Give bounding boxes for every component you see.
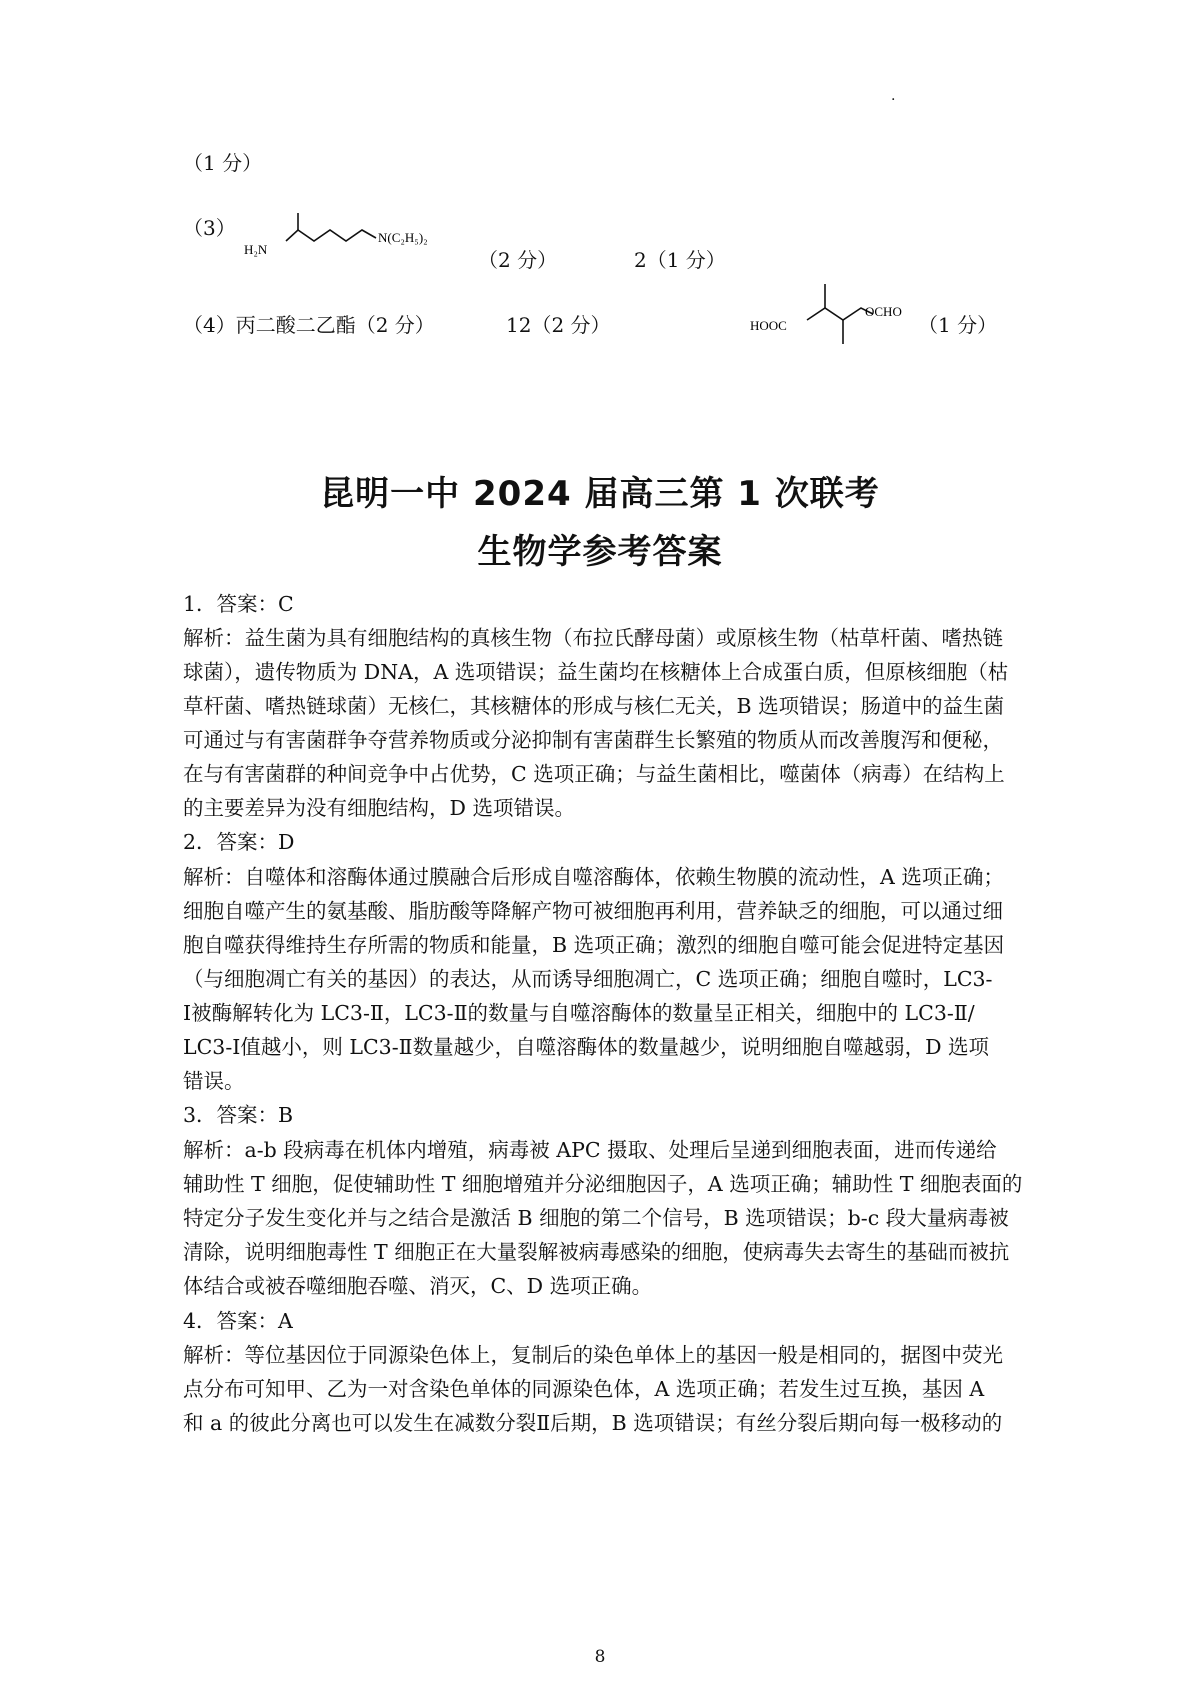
score-line-1: （1 分） — [183, 151, 263, 175]
answer-1-analysis-line: 球菌），遗传物质为 DNA，A 选项错误；益生菌均在核糖体上合成蛋白质，但原核细胞（枯 — [183, 660, 1009, 684]
answer-2-heading: 2．答案：D — [183, 830, 295, 854]
answer-4-analysis-line: 和 a 的彼此分离也可以发生在减数分裂Ⅱ后期，B 选项错误；有丝分裂后期向每一极移动的 — [183, 1411, 1003, 1435]
answer-1-analysis-line: 草杆菌、嗜热链球菌）无核仁，其核糖体的形成与核仁无关，B 选项错误；肠道中的益生菌 — [183, 694, 1005, 718]
q4-answer-2: 12（2 分） — [506, 313, 611, 337]
answer-1-heading: 1．答案：C — [183, 592, 294, 616]
page-number: 8 — [594, 1647, 606, 1667]
answer-2-analysis-line: 胞自噬获得维持生存所需的物质和能量，B 选项正确；激烈的细胞自噬可能会促进特定基因 — [183, 933, 1005, 957]
answer-4-analysis-line: 解析：等位基因位于同源染色体上，复制后的染色单体上的基因一般是相同的，据图中荧光 — [183, 1343, 1003, 1367]
q4-molecule-ocho: OCHO — [865, 304, 902, 319]
answer-3-analysis-line: 解析：a-b 段病毒在机体内增殖，病毒被 APC 摄取、处理后呈递到细胞表面，进而传递给 — [183, 1138, 997, 1162]
q4-molecule-structure — [745, 272, 935, 362]
stray-dot: . — [891, 88, 896, 104]
q3-molecule-nh2: H₂N — [244, 242, 268, 257]
q4-score-3: （1 分） — [918, 313, 998, 337]
q3-molecule-structure — [238, 210, 468, 270]
answer-3-analysis-line: 清除，说明细胞毒性 T 细胞正在大量裂解被病毒感染的细胞，使病毒失去寄生的基础而被抗 — [183, 1240, 1010, 1264]
answer-4-heading: 4．答案：A — [183, 1309, 293, 1333]
q4-answer-1: （4）丙二酸二乙酯（2 分） — [183, 313, 435, 337]
q4-molecule-cooh: HOOC — [750, 318, 787, 333]
q4-molecule-chain — [807, 308, 873, 320]
answer-3-analysis-line: 体结合或被吞噬细胞吞噬、消灭，C、D 选项正确。 — [183, 1274, 653, 1298]
document-subtitle: 生物学参考答案 — [477, 532, 723, 572]
answer-1-analysis-line: 在与有害菌群的种间竞争中占优势，C 选项正确；与益生菌相比，噬菌体（病毒）在结构上 — [183, 762, 1005, 786]
q3-label: （3） — [183, 216, 236, 240]
document-title: 昆明一中 2024 届高三第 1 次联考 — [320, 474, 880, 514]
answer-4-analysis-line: 点分布可知甲、乙为一对含染色单体的同源染色体，A 选项正确；若发生过互换，基因 A — [183, 1377, 985, 1401]
q3-answer-2: 2（1 分） — [634, 248, 726, 272]
answer-1-analysis-line: 的主要差异为没有细胞结构，D 选项错误。 — [183, 796, 575, 820]
answer-2-analysis-line: （与细胞凋亡有关的基因）的表达，从而诱导细胞凋亡，C 选项正确；细胞自噬时，LC3- — [183, 967, 993, 991]
q3-score-1: （2 分） — [478, 248, 558, 272]
answer-2-analysis-line: Ⅰ被酶解转化为 LC3-Ⅱ，LC3-Ⅱ的数量与自噬溶酶体的数量呈正相关，细胞中的 LC3-Ⅱ/ — [183, 1001, 975, 1025]
answer-2-analysis-line: LC3-Ⅰ值越小，则 LC3-Ⅱ数量越少，自噬溶酶体的数量越少，说明细胞自噬越弱，D 选项 — [183, 1035, 990, 1059]
answer-2-analysis-line: 细胞自噬产生的氨基酸、脂肪酸等降解产物可被细胞再利用，营养缺乏的细胞，可以通过细 — [183, 899, 1003, 923]
answer-3-analysis-line: 特定分子发生变化并与之结合是激活 B 细胞的第二个信号，B 选项错误；b-c 段大量病毒被 — [183, 1206, 1009, 1230]
q3-molecule-chain — [286, 230, 376, 241]
answer-1-analysis-line: 解析：益生菌为具有细胞结构的真核生物（布拉氏酵母菌）或原核生物（枯草杆菌、嗜热链 — [183, 626, 1003, 650]
answer-1-analysis-line: 可通过与有害菌群争夺营养物质或分泌抑制有害菌群生长繁殖的物质从而改善腹泻和便秘， — [183, 728, 1003, 752]
answer-3-analysis-line: 辅助性 T 细胞，促使辅助性 T 细胞增殖并分泌细胞因子，A 选项正确；辅助性 T 细胞表面的 — [183, 1172, 1023, 1196]
answer-2-analysis-line: 错误。 — [183, 1069, 245, 1093]
answer-2-analysis-line: 解析：自噬体和溶酶体通过膜融合后形成自噬溶酶体，依赖生物膜的流动性，A 选项正确； — [183, 865, 1004, 889]
q3-molecule-nethyl: N(C₂H₅)₂ — [378, 230, 428, 245]
answer-3-heading: 3．答案：B — [183, 1103, 294, 1127]
